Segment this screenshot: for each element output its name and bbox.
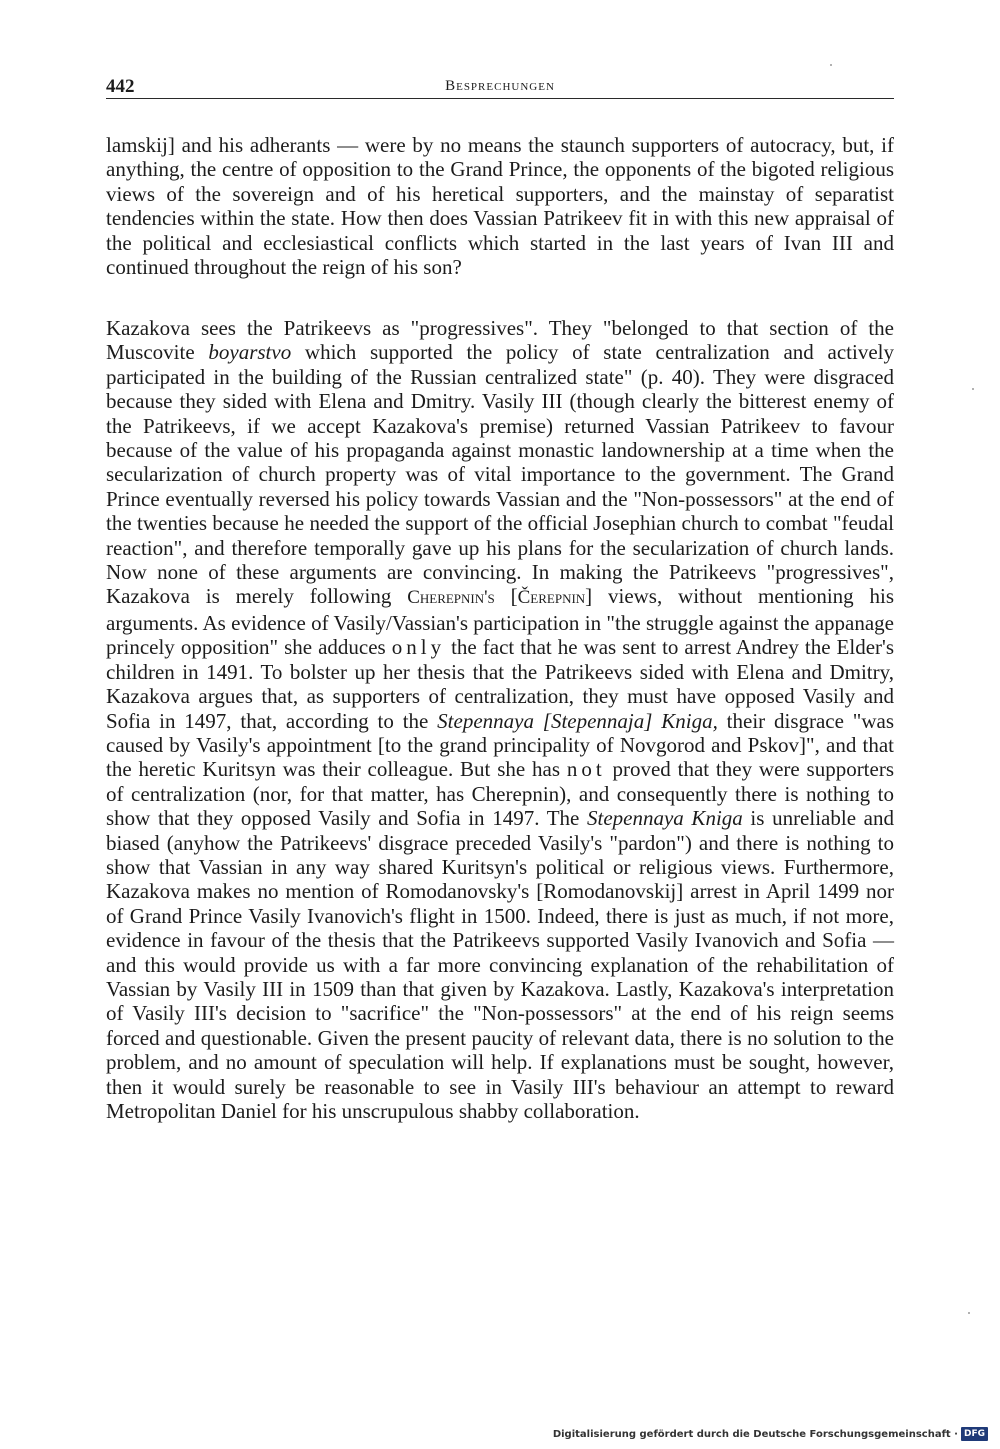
paragraph-1-text: lamskij] and his adherants — were by no means the staunch supporters of autocracy, but, if anything, the centre of opposition to the Grand Prince, the opponents of the bigoted religious views of the sovereign and of his heretical supporters, and the mainstay of separatist tendencies within the state. How then does Vassian Patrikeev fit in with this new appraisal of the political and ecclesiastical conflicts which started in the last years of Ivan III and continued throughout the reign of his son? [106,133,894,280]
spaced-emphasis: only [391,635,446,660]
dfg-logo-icon: DFG [961,1427,988,1441]
p2-segment: [ [494,584,518,609]
p2-segment: ] views, without mentioning his arguments. As evidence of Vasily/Vassian's participation in "the struggle against the appanage princely opposition" she adduces [106,584,894,660]
p2-segment: the fact that he was sent to arrest Andrey the Elder's children in 1491. To bolster up her thesis that the Patrikeevs sided with Elena and Dmitry, Kazakova argues that, as supporters of centralization, they must have opposed Vasily and Sofia in 1497, that, according to the [106,635,894,733]
italic-title: Stepennaya Kniga [587,806,743,831]
p2-segment: is unreliable and biased (anyhow the Patrikeevs' disgrace preceded Vasily's "pardon") and there is nothing to show that Vassian in any way shared Kuritsyn's political or religious views. Furthermore, Kazakova makes no mention of Romodanovsky's [Romodanovskij] arrest in April 1499 nor of Grand Prince Vasily Ivanovich's flight in 1500. Indeed, there is just as much, if not more, evidence in favour of the thesis that the Patrikeevs supported Vasily Ivanovich and Sofia — and this would provide us with a far more convincing explanation of the rehabilitation of Vassian by Vasily III in 1509 than that given by Kazakova. Lastly, Kazakova's interpretation of Vasily III's decision to "sacrifice" the "Non-possessors" at the end of his reign seems forced and questionable. Given the present paucity of relevant data, there is no solution to the problem, and no amount of speculation will help. If explanations must be sought, however, then it would surely be reasonable to see in Vasily III's behaviour an attempt to reward Metropolitan Daniel for his unscrupulous shabby collaboration. [106,806,894,1123]
scan-speck [968,1312,970,1314]
scan-speck [830,64,832,66]
p2-segment: which supported the policy of state centralization and actively participated in the building of the Russian centralized state" (p. 40). They were disgraced because they sided with Elena and Dmitry. Vasily III (though clearly the bitterest enemy of the Patrikeevs, if we accept Kazakova's premise) returned Vassian Patrikeev to favour because of the value of his propaganda against monastic landownership at a time when the secularization of church property was of vital importance to the government. The Grand Prince eventually reversed his policy towards Vassian and the "Non-possessors" at the end of the twenties because he needed the support of the official Josephian church to combat "feudal reaction", and therefore temporally gave up his plans for the secularization of church lands. Now none of these arguments are convincing. In making the Patrikeevs "progressives", Kazakova is merely following [106,340,894,609]
spaced-emphasis: not [566,757,606,782]
running-head: Besprechungen [445,78,555,94]
page-header [106,76,894,99]
p2-segment: Kazakova sees the Patrikeevs as "progressives". They "belonged to that section of the Muscovite [106,316,894,365]
p2-segment: their disgrace "was caused by Vasily's appointment [to the grand principality of Novgorod and Pskov]", and that the heretic Kuritsyn was their colleague. But she has [106,708,894,782]
scan-speck [972,388,974,390]
italic-term: boyarstvo [208,340,292,365]
paragraph-2 [106,316,894,1123]
p2-segment: proved that they were supporters of centralization (nor, for that matter, has Cherepnin), and consequently there is nothing to show that they opposed Vasily and Sofia in 1497. The [106,757,895,831]
page-number: 442 [106,76,135,97]
author-name-smallcaps: Čerepnin [517,587,586,609]
italic-title: Stepennaya [Stepennaja] Kniga, [437,708,718,733]
author-name-smallcaps: Cherepnin's [407,587,495,609]
paragraph-1 [106,133,894,279]
digitization-footer [553,1427,988,1441]
footer-credit: Digitalisierung gefördert durch die Deutsche Forschungsgemeinschaft · [552,1428,958,1440]
